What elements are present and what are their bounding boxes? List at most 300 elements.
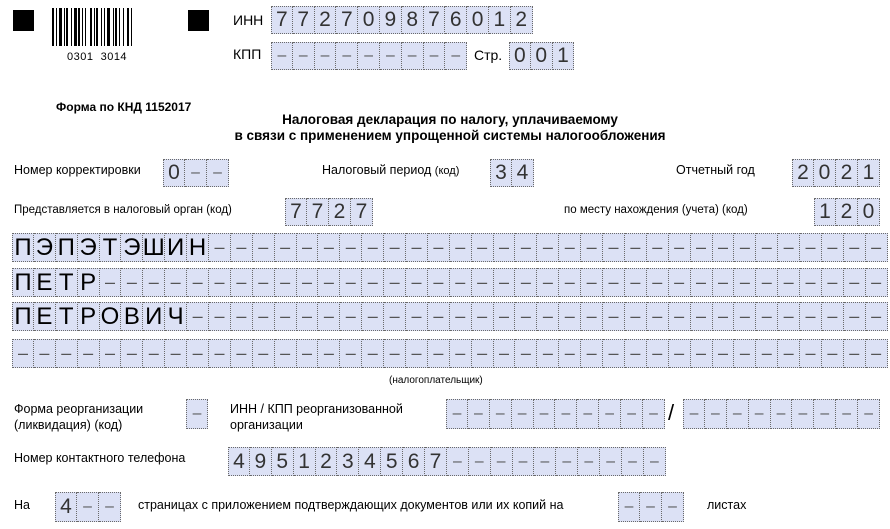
inn-field[interactable] bbox=[271, 6, 533, 34]
field-cell: – bbox=[756, 302, 778, 331]
field-cell: – bbox=[643, 399, 665, 429]
field-cell: – bbox=[100, 339, 122, 368]
field-cell: – bbox=[406, 268, 428, 297]
field-cell: – bbox=[669, 339, 691, 368]
field-cell: – bbox=[822, 233, 844, 262]
field-cell: – bbox=[822, 302, 844, 331]
tax-period-label bbox=[322, 163, 459, 178]
barcode-bar bbox=[85, 8, 86, 46]
barcode-bar bbox=[71, 8, 72, 46]
field-cell: – bbox=[185, 159, 207, 187]
reorg-inn-kpp-label-line2: организации bbox=[230, 418, 303, 432]
field-cell: – bbox=[406, 302, 428, 331]
field-cell: – bbox=[34, 339, 56, 368]
field-cell: – bbox=[231, 339, 253, 368]
field-cell: – bbox=[713, 339, 735, 368]
field-cell: – bbox=[253, 233, 275, 262]
field-cell: – bbox=[537, 268, 559, 297]
field-cell: – bbox=[556, 447, 578, 476]
field-cell: – bbox=[537, 339, 559, 368]
reorg-form-label-line2: (ликвидация) (код) bbox=[14, 418, 123, 432]
field-cell: – bbox=[669, 302, 691, 331]
field-cell: – bbox=[253, 339, 275, 368]
field-cell: – bbox=[494, 268, 516, 297]
field-cell: 0 bbox=[163, 159, 185, 187]
barcode-bar bbox=[96, 8, 98, 46]
field-cell: – bbox=[581, 302, 603, 331]
field-cell: – bbox=[713, 233, 735, 262]
taxpayer-line-4[interactable] bbox=[12, 339, 888, 368]
field-cell: – bbox=[445, 42, 467, 70]
field-cell: – bbox=[362, 268, 384, 297]
field-cell: 9 bbox=[250, 447, 272, 476]
field-cell: – bbox=[734, 302, 756, 331]
field-cell: – bbox=[340, 339, 362, 368]
field-cell: – bbox=[866, 302, 888, 331]
field-cell: – bbox=[209, 339, 231, 368]
taxpayer-line-2[interactable] bbox=[12, 268, 888, 297]
field-cell: 7 bbox=[307, 198, 329, 226]
field-cell: 4 bbox=[228, 447, 250, 476]
field-cell: 0 bbox=[814, 159, 836, 187]
field-cell: – bbox=[515, 339, 537, 368]
field-cell: 1 bbox=[294, 447, 316, 476]
field-cell: – bbox=[822, 268, 844, 297]
field-cell: – bbox=[490, 399, 512, 429]
field-cell: – bbox=[625, 268, 647, 297]
barcode-bar bbox=[78, 8, 80, 46]
field-cell: – bbox=[358, 42, 380, 70]
barcode-bar bbox=[94, 8, 95, 46]
field-cell: – bbox=[428, 302, 450, 331]
field-cell: – bbox=[647, 268, 669, 297]
field-cell: – bbox=[756, 268, 778, 297]
field-cell: – bbox=[599, 399, 621, 429]
correction-label: Номер корректировки bbox=[14, 163, 141, 177]
field-cell: П bbox=[12, 268, 34, 297]
field-cell: – bbox=[472, 268, 494, 297]
field-cell: – bbox=[537, 302, 559, 331]
pages-count-field[interactable] bbox=[55, 492, 121, 522]
field-cell: В bbox=[121, 302, 143, 331]
barcode-bar bbox=[127, 8, 129, 46]
barcode-bar bbox=[119, 8, 120, 46]
field-cell: – bbox=[209, 233, 231, 262]
field-cell: 7 bbox=[293, 6, 315, 34]
field-cell: – bbox=[669, 233, 691, 262]
field-cell: Э bbox=[78, 233, 100, 262]
report-year-field[interactable] bbox=[792, 159, 880, 187]
field-cell: П bbox=[12, 233, 34, 262]
field-cell: Р bbox=[78, 268, 100, 297]
field-cell: – bbox=[603, 268, 625, 297]
field-cell: – bbox=[384, 233, 406, 262]
field-cell: – bbox=[844, 339, 866, 368]
taxpayer-line-1[interactable] bbox=[12, 233, 888, 262]
field-cell: 8 bbox=[402, 6, 424, 34]
field-cell: – bbox=[603, 339, 625, 368]
field-cell: – bbox=[647, 233, 669, 262]
field-cell: – bbox=[515, 268, 537, 297]
inn-label: ИНН bbox=[233, 12, 264, 28]
field-cell: – bbox=[866, 233, 888, 262]
reorg-form-label bbox=[14, 401, 143, 433]
field-cell: – bbox=[559, 302, 581, 331]
field-cell: 0 bbox=[358, 6, 380, 34]
field-cell: – bbox=[756, 233, 778, 262]
field-cell: – bbox=[577, 399, 599, 429]
field-cell: – bbox=[647, 302, 669, 331]
field-cell: – bbox=[515, 233, 537, 262]
field-cell: – bbox=[644, 447, 666, 476]
field-cell: – bbox=[822, 339, 844, 368]
field-cell: – bbox=[450, 302, 472, 331]
field-cell: – bbox=[866, 268, 888, 297]
field-cell: – bbox=[625, 302, 647, 331]
marker-square-right bbox=[188, 10, 209, 31]
field-cell: – bbox=[207, 159, 229, 187]
barcode-bar bbox=[74, 8, 77, 46]
tax-period-field[interactable] bbox=[490, 159, 534, 187]
barcode-bar bbox=[59, 8, 62, 46]
field-cell: 3 bbox=[337, 447, 359, 476]
field-cell: Р bbox=[78, 302, 100, 331]
field-cell: – bbox=[100, 268, 122, 297]
form-code: Форма по КНД 1152017 bbox=[56, 100, 192, 114]
field-cell: – bbox=[844, 302, 866, 331]
field-cell: – bbox=[537, 233, 559, 262]
field-cell: 7 bbox=[424, 6, 446, 34]
field-cell: – bbox=[380, 42, 402, 70]
field-cell: – bbox=[858, 399, 880, 429]
field-cell: – bbox=[209, 302, 231, 331]
field-cell: – bbox=[231, 233, 253, 262]
field-cell: – bbox=[450, 268, 472, 297]
barcode-bar bbox=[64, 8, 65, 46]
reorg-separator: / bbox=[668, 400, 675, 425]
field-cell: – bbox=[814, 399, 836, 429]
field-cell: 7 bbox=[336, 6, 358, 34]
barcode-bar bbox=[107, 8, 110, 46]
barcode-bar bbox=[66, 8, 68, 46]
field-cell: – bbox=[800, 233, 822, 262]
field-cell: – bbox=[315, 42, 337, 70]
field-cell: – bbox=[494, 233, 516, 262]
field-cell: – bbox=[468, 399, 490, 429]
field-cell: Ч bbox=[165, 302, 187, 331]
location-field[interactable] bbox=[814, 198, 880, 226]
field-cell: 0 bbox=[509, 42, 531, 70]
field-cell: 4 bbox=[512, 159, 534, 187]
field-cell: – bbox=[512, 399, 534, 429]
field-cell: Т bbox=[100, 233, 122, 262]
field-cell: – bbox=[691, 302, 713, 331]
page-label: Стр. bbox=[474, 47, 503, 63]
field-cell: – bbox=[318, 339, 340, 368]
barcode-bar bbox=[123, 8, 124, 46]
phone-field[interactable] bbox=[228, 447, 666, 476]
field-cell: – bbox=[297, 233, 319, 262]
field-cell: – bbox=[165, 268, 187, 297]
barcode-bar bbox=[115, 8, 117, 46]
field-cell: – bbox=[778, 233, 800, 262]
barcode-bar bbox=[52, 8, 54, 46]
field-cell: О bbox=[100, 302, 122, 331]
field-cell: – bbox=[77, 492, 99, 522]
field-cell: 4 bbox=[359, 447, 381, 476]
field-cell: – bbox=[778, 302, 800, 331]
barcode-bars bbox=[52, 8, 182, 46]
field-cell: – bbox=[669, 268, 691, 297]
field-cell: – bbox=[683, 399, 705, 429]
field-cell: – bbox=[187, 268, 209, 297]
field-cell: – bbox=[271, 42, 293, 70]
field-cell: – bbox=[231, 302, 253, 331]
field-cell: – bbox=[362, 302, 384, 331]
reorg-form-field[interactable] bbox=[186, 399, 208, 429]
field-cell: – bbox=[121, 339, 143, 368]
field-cell: – bbox=[143, 268, 165, 297]
field-cell: Э bbox=[121, 233, 143, 262]
field-cell: – bbox=[800, 339, 822, 368]
field-cell: – bbox=[491, 447, 513, 476]
field-cell: – bbox=[640, 492, 662, 522]
field-cell: 2 bbox=[316, 447, 338, 476]
field-cell: 4 bbox=[55, 492, 77, 522]
pages-prefix: На bbox=[14, 498, 30, 512]
field-cell: – bbox=[275, 233, 297, 262]
field-cell: – bbox=[581, 339, 603, 368]
tax-authority-label: Представляется в налоговый орган (код) bbox=[14, 204, 232, 216]
field-cell: П bbox=[12, 302, 34, 331]
field-cell: 2 bbox=[792, 159, 814, 187]
field-cell: – bbox=[231, 268, 253, 297]
field-cell: – bbox=[293, 42, 315, 70]
field-cell: – bbox=[428, 339, 450, 368]
field-cell: 0 bbox=[531, 42, 553, 70]
field-cell: – bbox=[555, 399, 577, 429]
field-cell: – bbox=[187, 302, 209, 331]
field-cell: – bbox=[424, 42, 446, 70]
field-cell: – bbox=[384, 268, 406, 297]
field-cell: – bbox=[186, 399, 208, 429]
field-cell: 6 bbox=[445, 6, 467, 34]
field-cell: – bbox=[713, 302, 735, 331]
field-cell: Е bbox=[34, 302, 56, 331]
field-cell: – bbox=[515, 302, 537, 331]
field-cell: – bbox=[143, 339, 165, 368]
field-cell: – bbox=[297, 268, 319, 297]
field-cell: – bbox=[275, 268, 297, 297]
taxpayer-line-3[interactable] bbox=[12, 302, 888, 331]
barcode-bar bbox=[56, 8, 57, 46]
field-cell: – bbox=[494, 339, 516, 368]
field-cell: 7 bbox=[425, 447, 447, 476]
field-cell: 1 bbox=[858, 159, 880, 187]
field-cell: – bbox=[734, 268, 756, 297]
field-cell: – bbox=[253, 302, 275, 331]
field-cell: 0 bbox=[858, 198, 880, 226]
field-cell: – bbox=[362, 339, 384, 368]
kpp-label: КПП bbox=[233, 46, 262, 62]
field-cell: – bbox=[600, 447, 622, 476]
reorg-inn-kpp-label bbox=[230, 401, 403, 433]
field-cell: И bbox=[143, 302, 165, 331]
field-cell: – bbox=[756, 339, 778, 368]
field-cell: 2 bbox=[836, 198, 858, 226]
field-cell: – bbox=[691, 339, 713, 368]
field-cell: П bbox=[56, 233, 78, 262]
field-cell: – bbox=[691, 233, 713, 262]
field-cell: 6 bbox=[403, 447, 425, 476]
page-number-field[interactable] bbox=[509, 42, 574, 70]
field-cell: Т bbox=[56, 302, 78, 331]
field-cell: – bbox=[844, 233, 866, 262]
field-cell: – bbox=[428, 268, 450, 297]
field-cell: Н bbox=[187, 233, 209, 262]
report-year-label: Отчетный год bbox=[676, 163, 755, 177]
barcode-bar bbox=[82, 8, 83, 46]
field-cell: – bbox=[618, 492, 640, 522]
field-cell: – bbox=[734, 339, 756, 368]
field-cell: – bbox=[187, 339, 209, 368]
reorg-inn-field[interactable] bbox=[446, 399, 665, 429]
field-cell: – bbox=[384, 302, 406, 331]
field-cell: – bbox=[727, 399, 749, 429]
field-cell: – bbox=[625, 339, 647, 368]
field-cell: – bbox=[253, 268, 275, 297]
field-cell: 7 bbox=[351, 198, 373, 226]
field-cell: – bbox=[406, 233, 428, 262]
field-cell: Э bbox=[34, 233, 56, 262]
location-label: по месту нахождения (учета) (код) bbox=[564, 204, 748, 216]
barcode-number: 0301 3014 bbox=[67, 51, 128, 63]
field-cell: – bbox=[165, 339, 187, 368]
field-cell: 5 bbox=[381, 447, 403, 476]
pages-middle-text: страницах с приложением подтверждающих документов или их копий на bbox=[138, 498, 564, 512]
kpp-field[interactable] bbox=[271, 42, 467, 70]
barcode-bar bbox=[113, 8, 114, 46]
field-cell: – bbox=[318, 302, 340, 331]
field-cell: – bbox=[800, 302, 822, 331]
field-cell: – bbox=[469, 447, 491, 476]
field-cell: – bbox=[406, 339, 428, 368]
field-cell: – bbox=[778, 339, 800, 368]
form-title-line1: Налоговая декларация по налогу, уплачиваемому bbox=[282, 112, 618, 127]
field-cell: 9 bbox=[380, 6, 402, 34]
attachment-sheets-field[interactable] bbox=[618, 492, 684, 522]
field-cell: – bbox=[297, 302, 319, 331]
field-cell: – bbox=[275, 339, 297, 368]
field-cell: – bbox=[450, 233, 472, 262]
field-cell: – bbox=[446, 399, 468, 429]
field-cell: 2 bbox=[511, 6, 533, 34]
field-cell: – bbox=[559, 339, 581, 368]
tax-authority-field[interactable] bbox=[285, 198, 373, 226]
field-cell: 1 bbox=[814, 198, 836, 226]
field-cell: 1 bbox=[489, 6, 511, 34]
correction-field[interactable] bbox=[163, 159, 229, 187]
field-cell: – bbox=[621, 399, 643, 429]
form-title-line2: в связи с применением упрощенной системы налогообложения bbox=[234, 128, 666, 143]
field-cell: 1 bbox=[553, 42, 575, 70]
field-cell: Е bbox=[34, 268, 56, 297]
field-cell: – bbox=[844, 268, 866, 297]
field-cell: – bbox=[99, 492, 121, 522]
field-cell: – bbox=[472, 233, 494, 262]
field-cell: 5 bbox=[272, 447, 294, 476]
field-cell: – bbox=[384, 339, 406, 368]
field-cell: 2 bbox=[836, 159, 858, 187]
barcode-bar bbox=[90, 8, 92, 46]
field-cell: – bbox=[340, 233, 362, 262]
field-cell: 7 bbox=[271, 6, 293, 34]
field-cell: – bbox=[534, 447, 556, 476]
field-cell: – bbox=[472, 302, 494, 331]
field-cell: – bbox=[836, 399, 858, 429]
field-cell: – bbox=[209, 268, 231, 297]
field-cell: 2 bbox=[315, 6, 337, 34]
tax-period-label-suffix: (код) bbox=[434, 165, 460, 177]
field-cell: – bbox=[447, 447, 469, 476]
field-cell: – bbox=[705, 399, 727, 429]
field-cell: – bbox=[647, 339, 669, 368]
field-cell: – bbox=[340, 268, 362, 297]
field-cell: – bbox=[734, 233, 756, 262]
field-cell: – bbox=[713, 268, 735, 297]
reorg-kpp-field[interactable] bbox=[683, 399, 880, 429]
field-cell: – bbox=[12, 339, 34, 368]
field-cell: – bbox=[792, 399, 814, 429]
field-cell: – bbox=[56, 339, 78, 368]
tax-period-label-text: Налоговый период bbox=[322, 163, 432, 177]
field-cell: 7 bbox=[285, 198, 307, 226]
field-cell: – bbox=[275, 302, 297, 331]
field-cell: – bbox=[778, 268, 800, 297]
barcode-bar bbox=[101, 8, 102, 46]
barcode bbox=[52, 8, 182, 48]
field-cell: – bbox=[581, 233, 603, 262]
field-cell: – bbox=[800, 268, 822, 297]
barcode-bar bbox=[131, 8, 132, 46]
field-cell: 2 bbox=[329, 198, 351, 226]
field-cell: Ш bbox=[142, 233, 165, 261]
field-cell: – bbox=[494, 302, 516, 331]
reorg-inn-kpp-label-line1: ИНН / КПП реорганизованной bbox=[230, 402, 403, 416]
field-cell: – bbox=[603, 233, 625, 262]
field-cell: – bbox=[622, 447, 644, 476]
field-cell: – bbox=[691, 268, 713, 297]
field-cell: – bbox=[297, 339, 319, 368]
field-cell: – bbox=[78, 339, 100, 368]
form-title bbox=[150, 112, 750, 144]
pages-suffix: листах bbox=[707, 498, 747, 512]
barcode-bar bbox=[104, 8, 105, 46]
reorg-form-label-line1: Форма реорганизации bbox=[14, 402, 144, 416]
field-cell: – bbox=[581, 268, 603, 297]
field-cell: – bbox=[534, 399, 556, 429]
field-cell: – bbox=[340, 302, 362, 331]
taxpayer-caption: (налогоплательщик) bbox=[389, 375, 483, 386]
field-cell: – bbox=[578, 447, 600, 476]
marker-square-left bbox=[13, 10, 34, 31]
field-cell: – bbox=[749, 399, 771, 429]
field-cell: Т bbox=[56, 268, 78, 297]
field-cell: – bbox=[362, 233, 384, 262]
field-cell: – bbox=[771, 399, 793, 429]
field-cell: – bbox=[450, 339, 472, 368]
field-cell: – bbox=[559, 233, 581, 262]
